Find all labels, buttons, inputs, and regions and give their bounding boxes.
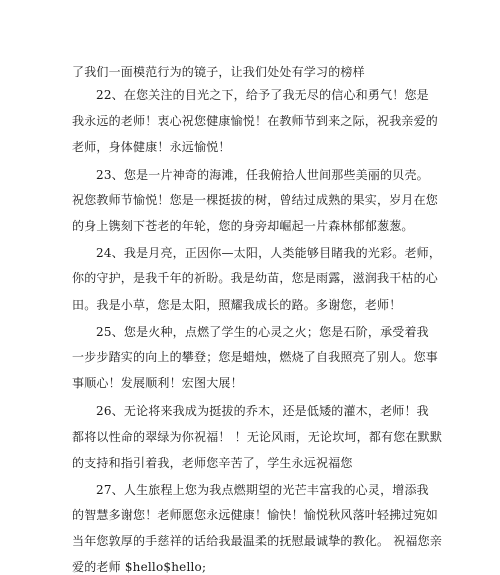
text-line: 23、您是一片神奇的海滩，任我俯拾人世间那些美丽的贝壳。 <box>96 168 429 182</box>
text-line: 都将以性命的翠绿为你祝福！ ！无论风雨，无论坎坷，都有您在默默 <box>72 430 443 444</box>
text-line: 祝您教师节愉悦！您是一棵挺拔的树，曾结过成熟的果实，岁月在您 <box>72 193 439 207</box>
text-line: 事顺心！发展顺利！宏图大展！ <box>72 376 243 390</box>
text-line: 当年您敦厚的手慈祥的话给我最温柔的抚慰最诚挚的教化。 祝福您亲 <box>72 534 443 548</box>
text-line: 了我们一面模范行为的镜子，让我们处处有学习的榜样 <box>72 65 365 79</box>
text-line: 26、无论将来我成为挺拔的乔木，还是低矮的灌木，老师！我 <box>96 404 429 418</box>
text-line: 我永远的老师！衷心祝您健康愉悦！在教师节到来之际，祝我亲爱的 <box>72 114 439 128</box>
text-line: 24、我是月亮，正因你—太阳，人类能够目睹我的光彩。老师， <box>96 246 442 260</box>
text-line: 25、您是火种，点燃了学生的心灵之火；您是石阶，承受着我 <box>96 325 429 339</box>
text-line: 的支持和指引着我，老师您辛苦了，学生永远祝福您 <box>72 456 353 470</box>
text-line: 一步步踏实的向上的攀登；您是蜡烛，燃烧了自我照亮了别人。您事 <box>72 350 439 364</box>
text-line: 老师，身体健康！永远愉悦！ <box>72 140 231 154</box>
text-line: 的智慧多谢您！老师愿您永远健康！愉快！愉悦秋风落叶轻拂过宛如 <box>72 508 439 522</box>
text-line: 22、在您关注的目光之下，给予了我无尽的信心和勇气！您是 <box>96 88 429 102</box>
text-line: 爱的老师 $hello$hello; <box>72 560 207 574</box>
text-line: 田。我是小草，您是太阳，照耀我成长的路。多谢您，老师！ <box>72 298 402 312</box>
text-line: 你的守护，是我千年的祈盼。我是幼苗，您是雨露，滋润我干枯的心 <box>72 271 439 285</box>
text-line: 的身上镌刻下苍老的年轮，您的身旁却崛起一片森林郁郁葱葱。 <box>72 219 414 233</box>
text-line: 27、人生旅程上您为我点燃期望的光芒丰富我的心灵，增添我 <box>96 483 429 497</box>
